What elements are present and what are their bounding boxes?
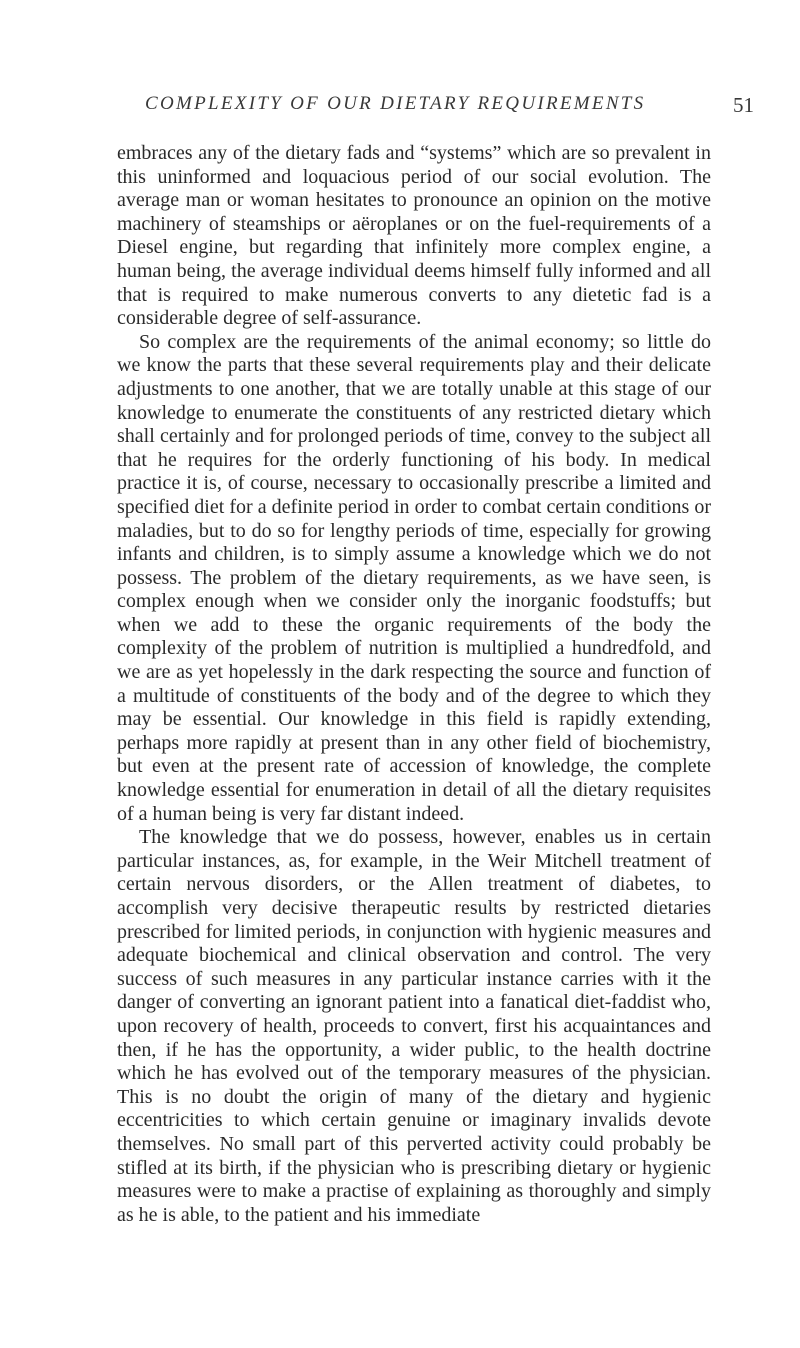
paragraph: The knowledge that we do possess, however, enables us in certain particular instances, as, for example, in the Weir Mitchell treatment of certain nervous disorders, or the Allen treatment of diabetes, to accomplish very decisive therapeutic results by restricted dietaries prescribed for limited periods, in conjunction with hygienic measures and adequate biochemical and clinical observation and control. The very success of such measures in any particular instance carries with it the danger of converting an ignorant patient into a fanatical diet-faddist who, upon recovery of health, proceeds to convert, first his acquaintances and then, if he has the opportunity, a wider public, to the health doctrine which he has evolved out of the temporary measures of the physician. This is no doubt the origin of many of the dietary and hygienic eccentricities to which certain genuine or imaginary invalids devote themselves. No small part of this perverted activity could probably be stifled at its birth, if the physician who is prescribing dietary or hygienic measures were to make a practise of explaining as thoroughly and simply as he is able, to the patient and his immediate xyxy=(117,826,711,1226)
body-text xyxy=(117,142,711,1227)
paragraph-continued: embraces any of the dietary fads and “systems” which are so prevalent in this uninformed and loquacious period of our social evolution. The average man or woman hesitates to pronounce an opinion on the motive machinery of steamships or aëroplanes or on the fuel-requirements of a Diesel engine, but regarding that infinitely more complex engine, a human being, the average individual deems himself fully informed and all that is required to make numerous converts to any dietetic fad is a considerable degree of self-assurance. xyxy=(117,142,711,330)
page-number: 51 xyxy=(733,93,754,117)
running-head xyxy=(117,93,799,119)
running-title: COMPLEXITY OF OUR DIETARY REQUIREMENTS xyxy=(145,93,646,114)
paragraph: So complex are the requirements of the animal economy; so little do we know the parts that these several requirements play and their delicate adjustments to one another, that we are totally unable at this stage of our knowledge to enumerate the constituents of any restricted dietary which shall certainly and for prolonged periods of time, convey to the subject all that he requires for the orderly functioning of his body. In medical practice it is, of course, necessary to occasionally prescribe a limited and specified diet for a definite period in order to combat certain conditions or maladies, but to do so for lengthy periods of time, especially for growing infants and children, is to simply assume a knowledge which we do not possess. The problem of the dietary requirements, as we have seen, is complex enough when we consider only the inorganic foodstuffs; but when we add to these the organic requirements of the body the complexity of the problem of nutrition is multiplied a hundredfold, and we are as yet hopelessly in the dark respecting the source and function of a multitude of constituents of the body and of the degree to which they may be essential. Our knowledge in this field is rapidly extending, perhaps more rapidly at present than in any other field of biochemistry, but even at the present rate of accession of knowledge, the complete knowledge essential for enumeration in detail of all the dietary requisites of a human being is very far distant indeed. xyxy=(117,330,711,825)
